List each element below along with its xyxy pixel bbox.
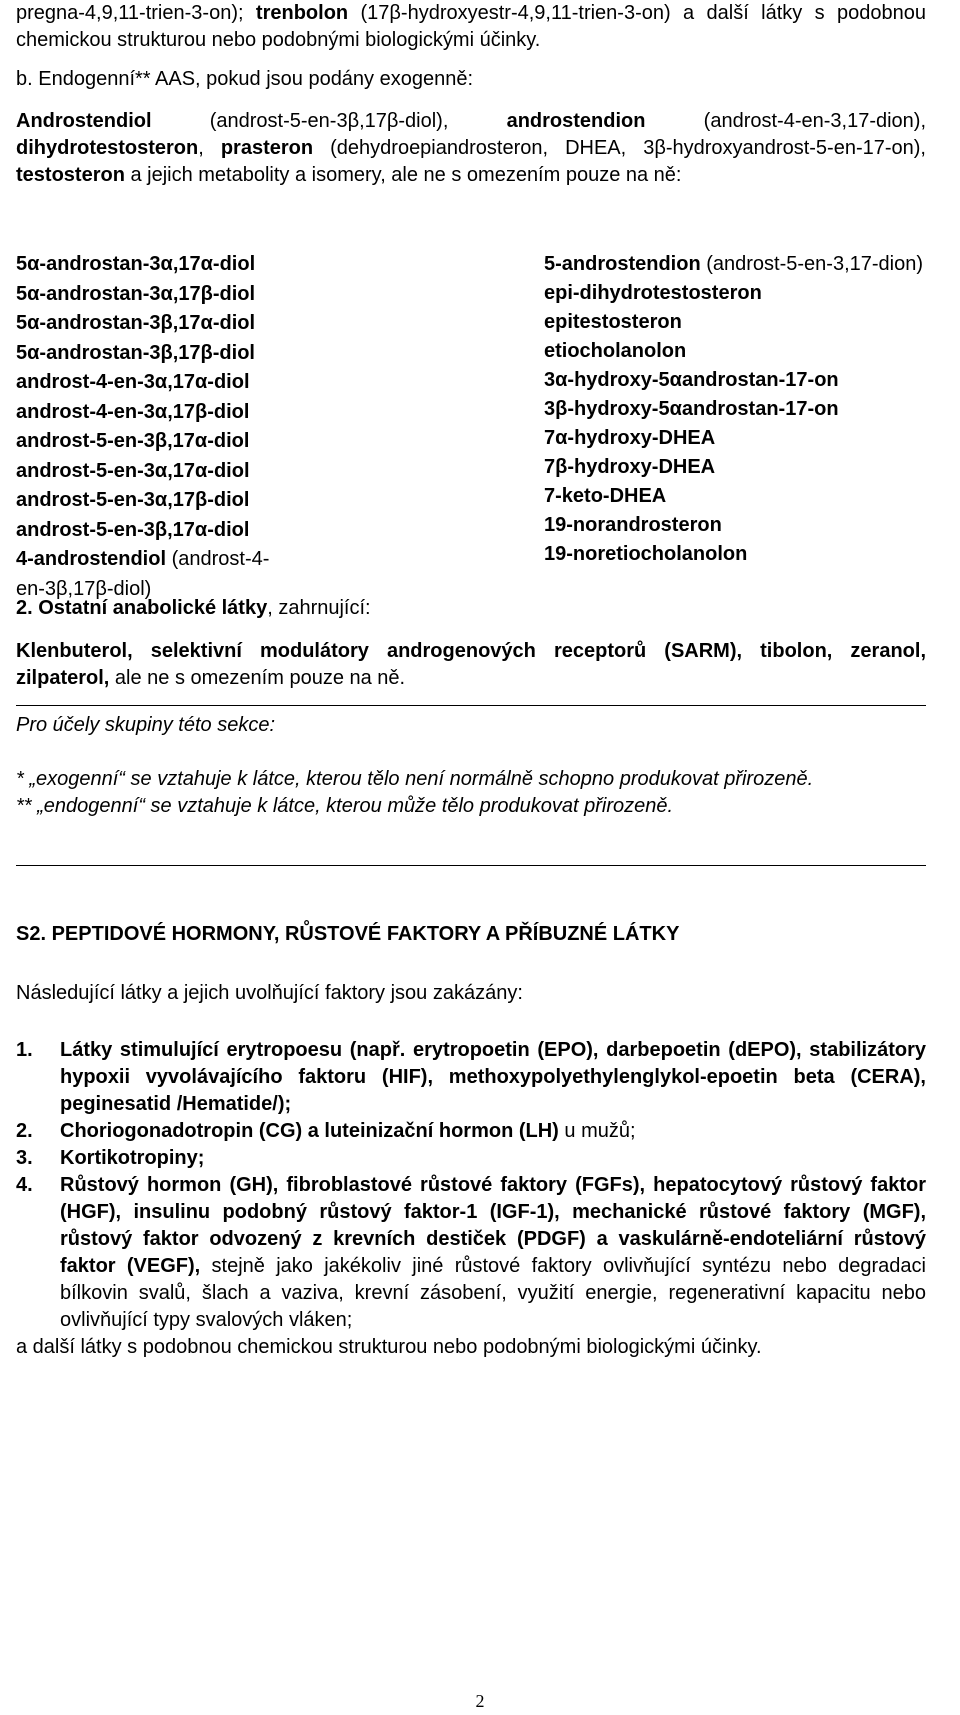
list-item-bold: Látky stimulující erytropoesu (např. erytropoetin (EPO), darbepoetin (dEPO), stabilizátory hypoxii vyvolávajícího faktoru (HIF), methoxypolyethylenglykol-epoetin beta (CERA), peginesatid /Hematide/); — [60, 1039, 926, 1115]
list-item-rest: u mužů; — [558, 1120, 636, 1142]
term-dihydrotestosteron: dihydrotestosteron — [16, 137, 199, 159]
left-last-rest: (androst-4-en-3β,17β-diol) — [16, 548, 270, 600]
list-number: 2. — [16, 1120, 33, 1142]
right-item: 3α-hydroxy-5αandrostan-17-on — [544, 369, 839, 391]
definitions-note — [16, 705, 926, 866]
separator: , — [198, 137, 221, 159]
androstendiol-desc: (androst-5-en-3β,17β-diol), — [151, 110, 507, 132]
intro-paragraph — [16, 0, 926, 54]
section-2-heading — [16, 595, 926, 622]
list-item-bold: Kortikotropiny; — [60, 1147, 205, 1169]
page-number: 2 — [475, 1691, 485, 1711]
list-number: 1. — [16, 1039, 33, 1061]
left-item: 5α-androstan-3α,17α-diol — [16, 253, 256, 275]
right-item: 7-keto-DHEA — [544, 485, 667, 507]
s2-list — [16, 1037, 926, 1361]
section-2-heading-bold: 2. Ostatní anabolické látky — [16, 597, 268, 619]
left-item: 5α-androstan-3β,17β-diol — [16, 341, 255, 364]
right-item: etiocholanolon — [544, 340, 687, 362]
section-2-heading-rest: , zahrnující: — [267, 597, 371, 619]
list-item — [16, 1037, 926, 1118]
right-item: epi-dihydrotestosteron — [544, 282, 762, 304]
note-title: Pro účely skupiny této sekce: — [16, 714, 276, 736]
section-2-paragraph — [16, 638, 926, 692]
intro-line-start: pregna-4,9,11-trien-3-on); — [16, 2, 244, 24]
intro-trenbolon: trenbolon — [255, 2, 349, 24]
term-testosteron: testosteron — [16, 164, 125, 186]
term-androstendiol: Androstendiol — [16, 110, 152, 132]
right-item: 3β-hydroxy-5αandrostan-17-on — [544, 398, 839, 420]
section-2-para-bold: Klenbuterol, selektivní modulátory androgenových receptorů (SARM), tibolon, zeranol, zilpaterol, — [16, 640, 926, 689]
list-number: 3. — [16, 1147, 33, 1169]
list-item-rest: stejně jako jakékoliv jiné růstové faktory ovlivňující syntézu nebo degradaci bílkovin svalů, šlach a vaziva, krevní zásobení, využití energie, regenerativní kapacitu nebo ovlivňující typy svalových vláken; — [60, 1255, 926, 1331]
list-item-bold: Růstový hormon (GH), fibroblastové růstové faktory (FGFs), hepatocytový růstový faktor (HGF), insulinu podobný růstový faktor-1 (IGF-1), mechanické růstové faktory (MGF), růstový faktor odvozený z krevních destiček (PDGF) a vaskulárně-endoteliární růstový faktor (VEGF), — [60, 1174, 926, 1277]
s2-heading: S2. PEPTIDOVÉ HORMONY, RŮSTOVÉ FAKTORY A PŘÍBUZNÉ LÁTKY — [16, 923, 680, 945]
right-first-bold: 5-androstendion — [544, 253, 701, 275]
androstendion-desc: (androst-4-en-3,17-dion), — [645, 110, 927, 132]
right-substance-list — [544, 250, 926, 569]
right-item-first — [544, 250, 926, 279]
section-b-heading: b. Endogenní** AAS, pokud jsou podány exogenně: — [16, 68, 474, 90]
term-prasteron: prasteron — [220, 137, 314, 159]
intro-line-rest: (17β-hydroxyestr-4,9,11-trien-3-on) a další látky s podobnou chemickou strukturou nebo podobnými biologickými účinky. — [16, 2, 927, 51]
left-item: 5α-androstan-3β,17α-diol — [16, 312, 256, 334]
left-item: androst-5-en-3β,17α-diol — [16, 518, 250, 541]
left-item: androst-4-en-3α,17α-diol — [16, 371, 250, 393]
section-b-tail: a jejich metabolity a isomery, ale ne s omezením pouze na ně: — [124, 164, 682, 186]
right-item: 7β-hydroxy-DHEA — [544, 456, 716, 478]
right-item: 19-norandrosteron — [544, 514, 722, 536]
note-exogenous: * „exogenní“ se vztahuje k látce, kterou tělo není normálně schopno produkovat přirozeně. — [16, 768, 814, 790]
section-b-paragraph — [16, 108, 926, 189]
left-item: 5α-androstan-3α,17β-diol — [16, 282, 256, 305]
s2-closing: a další látky s podobnou chemickou strukturou nebo podobnými biologickými účinky. — [16, 1336, 762, 1358]
term-androstendion: androstendion — [506, 110, 646, 132]
left-item: androst-5-en-3α,17α-diol — [16, 459, 250, 482]
list-item — [16, 1145, 926, 1172]
note-endogenous: ** „endogenní“ se vztahuje k látce, kterou může tělo produkovat přirozeně. — [16, 795, 674, 817]
right-first-rest: (androst-5-en-3,17-dion) — [700, 253, 924, 275]
left-item: androst-5-en-3β,17α-diol — [16, 430, 250, 452]
list-item — [16, 1172, 926, 1334]
prasteron-desc: (dehydroepiandrosteron, DHEA, 3β-hydroxyandrost-5-en-17-on), — [313, 137, 926, 159]
right-item: epitestosteron — [544, 311, 682, 333]
left-last-bold: 4-androstendiol — [16, 548, 167, 570]
list-item-bold: Choriogonadotropin (CG) a luteinizační hormon (LH) — [60, 1120, 559, 1142]
left-item: androst-4-en-3α,17β-diol — [16, 400, 250, 423]
list-item — [16, 1118, 926, 1145]
section-2-para-rest: ale ne s omezením pouze na ně. — [109, 667, 406, 689]
right-item: 7α-hydroxy-DHEA — [544, 427, 716, 449]
left-substance-list — [16, 250, 286, 604]
s2-intro: Následující látky a jejich uvolňující faktory jsou zakázány: — [16, 982, 523, 1004]
right-item: 19-noretiocholanolon — [544, 543, 748, 565]
list-number: 4. — [16, 1174, 33, 1196]
left-item: androst-5-en-3α,17β-diol — [16, 489, 250, 511]
